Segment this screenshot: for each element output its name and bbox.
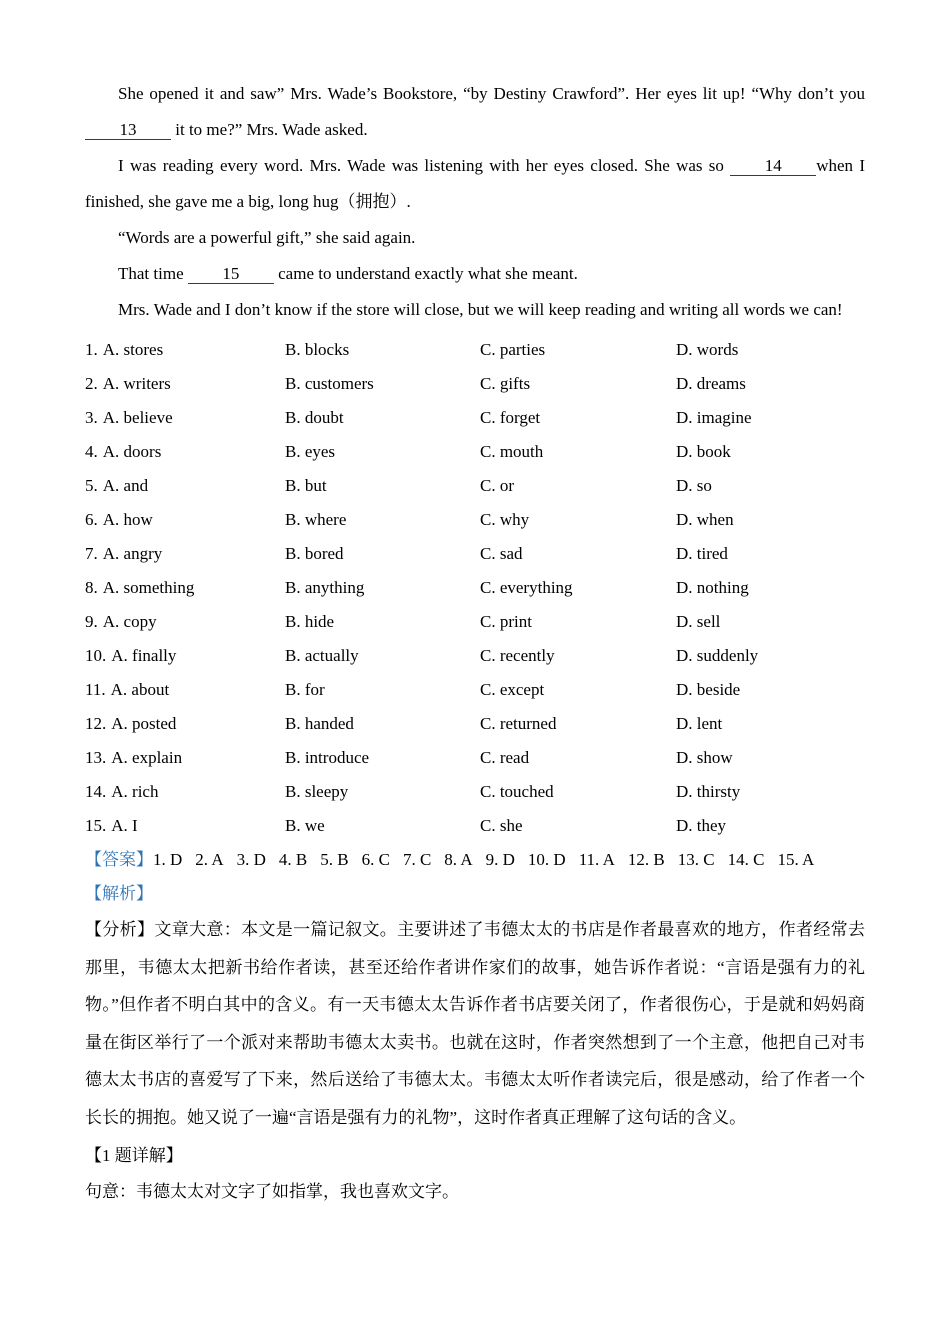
option-b: B. actually	[285, 646, 359, 665]
passage-paragraph-3	[85, 220, 865, 256]
option-d: D. beside	[676, 680, 741, 699]
option-d: D. lent	[676, 714, 723, 733]
option-d: D. thirsty	[676, 782, 741, 801]
question-number: 3.	[85, 408, 98, 427]
question-number: 5.	[85, 476, 98, 495]
paragraph-text: it to me?” Mrs. Wade asked.	[171, 120, 368, 139]
option-a	[85, 503, 285, 537]
answer-item: 4. B	[278, 850, 308, 869]
paragraph-text: “Words are a powerful gift,” she said again.	[118, 228, 416, 247]
option-a-label: A. writers	[102, 374, 171, 393]
cloze-blank-15: 15	[188, 264, 274, 284]
option-b: B. hide	[285, 612, 335, 631]
question-row-4	[85, 435, 865, 469]
option-b: B. bored	[285, 544, 344, 563]
option-a-label: A. how	[102, 510, 153, 529]
answer-item: 15. A	[777, 850, 815, 869]
cloze-blank-14: 14	[730, 156, 816, 176]
option-a	[85, 571, 285, 605]
paragraph-text: Mrs. Wade and I don’t know if the store will close, but we will keep reading and writing all words we can!	[118, 300, 843, 319]
option-a	[85, 435, 285, 469]
option-b: B. anything	[285, 578, 365, 597]
answer-item: 13. C	[677, 850, 715, 869]
option-c: C. she	[480, 816, 523, 835]
option-a-label: A. angry	[102, 544, 163, 563]
question-number: 10.	[85, 646, 107, 665]
option-c: C. print	[480, 612, 532, 631]
option-d: D. so	[676, 476, 712, 495]
answer-item: 5. B	[320, 850, 349, 869]
option-a	[85, 809, 285, 843]
option-b: B. where	[285, 510, 347, 529]
answer-item: 8. A	[444, 850, 473, 869]
answer-item: 2. A	[195, 850, 224, 869]
question-row-9	[85, 605, 865, 639]
option-d: D. sell	[676, 612, 721, 631]
option-b: B. sleepy	[285, 782, 349, 801]
question-row-7	[85, 537, 865, 571]
passage-paragraph-2	[85, 148, 865, 220]
answer-item: 6. C	[361, 850, 390, 869]
option-d: D. they	[676, 816, 727, 835]
answer-item: 11. A	[578, 850, 615, 869]
question-row-6	[85, 503, 865, 537]
question-number: 14.	[85, 782, 107, 801]
question-number: 11.	[85, 680, 106, 699]
option-a	[85, 605, 285, 639]
answer-item: 7. C	[402, 850, 432, 869]
option-c: C. gifts	[480, 374, 531, 393]
passage-paragraph-1	[85, 76, 865, 148]
question-row-5	[85, 469, 865, 503]
option-b: B. introduce	[285, 748, 370, 767]
option-b: B. eyes	[285, 442, 336, 461]
question-row-2	[85, 367, 865, 401]
question-number: 15.	[85, 816, 107, 835]
option-c: C. read	[480, 748, 530, 767]
option-b: B. we	[285, 816, 325, 835]
option-b: B. doubt	[285, 408, 344, 427]
option-c: C. or	[480, 476, 514, 495]
option-a	[85, 639, 285, 673]
paragraph-text: came to understand exactly what she meant.	[273, 264, 578, 283]
question-number: 6.	[85, 510, 98, 529]
option-c: C. touched	[480, 782, 554, 801]
option-a	[85, 775, 285, 809]
option-a-label: A. explain	[111, 748, 183, 767]
option-a	[85, 401, 285, 435]
option-a-label: A. posted	[111, 714, 177, 733]
paragraph-text: I was reading every word. Mrs. Wade was listening with her eyes closed. She was so	[118, 156, 731, 175]
paragraph-text: She opened it and saw” Mrs. Wade’s Bookstore, “by Destiny Crawford”. Her eyes lit up! “Why don’t you	[118, 84, 865, 103]
option-a-label: A. I	[111, 816, 138, 835]
answer-item: 10. D	[527, 850, 566, 869]
option-d: D. book	[676, 442, 731, 461]
option-a-label: A. copy	[102, 612, 157, 631]
paragraph-text: That time	[118, 264, 188, 283]
option-a-label: A. and	[102, 476, 149, 495]
answer-item: 14. C	[727, 850, 765, 869]
option-a-label: A. about	[110, 680, 170, 699]
option-d: D. show	[676, 748, 733, 767]
passage-paragraph-5	[85, 292, 865, 328]
question-row-8	[85, 571, 865, 605]
answer-item: 1. D	[153, 850, 183, 869]
option-a	[85, 741, 285, 775]
option-b: B. customers	[285, 374, 374, 393]
option-c: C. returned	[480, 714, 557, 733]
question-number: 9.	[85, 612, 98, 631]
question-row-10	[85, 639, 865, 673]
option-d: D. tired	[676, 544, 728, 563]
answer-item: 12. B	[627, 850, 665, 869]
option-b: B. for	[285, 680, 325, 699]
answer-item: 9. D	[485, 850, 515, 869]
option-a-label: A. rich	[111, 782, 159, 801]
explanation-label: 【解析】	[85, 884, 153, 903]
option-d: D. imagine	[676, 408, 752, 427]
option-a	[85, 469, 285, 503]
question-number: 2.	[85, 374, 98, 393]
question-row-14	[85, 775, 865, 809]
option-b: B. handed	[285, 714, 354, 733]
question-number: 12.	[85, 714, 107, 733]
answer-key-row	[85, 843, 865, 877]
question-number: 1.	[85, 340, 98, 359]
option-c: C. forget	[480, 408, 541, 427]
question1-detail-text: 句意：韦德太太对文字了如指掌，我也喜欢文字。	[85, 1182, 459, 1201]
question-row-15	[85, 809, 865, 843]
cloze-blank-13: 13	[85, 120, 171, 140]
option-d: D. nothing	[676, 578, 749, 597]
paragraph-text: when I finished, she gave me a big, long hug（拥抱）.	[85, 156, 865, 211]
option-a-label: A. stores	[102, 340, 164, 359]
option-a-label: A. something	[102, 578, 195, 597]
option-a	[85, 333, 285, 367]
question-row-13	[85, 741, 865, 775]
option-a	[85, 707, 285, 741]
analysis-summary-text: 文章大意：本文是一篇记叙文。主要讲述了韦德太太的书店是作者最喜欢的地方，作者经常去那里，韦德太太把新书给作者读，甚至还给作者讲作家们的故事，她告诉作者说：“言语是强有力的礼物。”但作者不明白其中的含义。有一天韦德太太告诉作者书店要关闭了，作者很伤心，于是就和妈妈商量在街区举行了一个派对来帮助韦德太太卖书。也就在这时，作者突然想到了一个主意，他把自己对韦德太太书店的喜爱写了下来，然后送给了韦德太太。韦德太太听作者读完后，很是感动，给了作者一个长长的拥抱。她又说了一遍“言语是强有力的礼物”，这时作者真正理解了这句话的含义。	[85, 920, 866, 1127]
option-a	[85, 673, 285, 707]
question-number: 8.	[85, 578, 98, 597]
option-d: D. suddenly	[676, 646, 759, 665]
question-number: 13.	[85, 748, 107, 767]
question-row-12	[85, 707, 865, 741]
option-a-label: A. finally	[111, 646, 177, 665]
option-d: D. dreams	[676, 374, 746, 393]
option-a-label: A. doors	[102, 442, 162, 461]
option-d: D. words	[676, 340, 739, 359]
option-c: C. mouth	[480, 442, 544, 461]
question-row-3	[85, 401, 865, 435]
option-c: C. recently	[480, 646, 555, 665]
question-row-11	[85, 673, 865, 707]
option-d: D. when	[676, 510, 734, 529]
passage-paragraph-4	[85, 256, 865, 292]
option-a-label: A. believe	[102, 408, 173, 427]
analysis-paragraph	[85, 911, 865, 1136]
option-a	[85, 367, 285, 401]
option-c: C. everything	[480, 578, 573, 597]
option-c: C. except	[480, 680, 545, 699]
option-c: C. sad	[480, 544, 523, 563]
explanation-heading	[85, 877, 865, 911]
option-c: C. why	[480, 510, 530, 529]
answer-item: 3. D	[236, 850, 266, 869]
option-b: B. blocks	[285, 340, 350, 359]
analysis-label: 【分析】	[85, 920, 155, 939]
option-c: C. parties	[480, 340, 546, 359]
option-a	[85, 537, 285, 571]
question-number: 7.	[85, 544, 98, 563]
option-b: B. but	[285, 476, 327, 495]
answer-key-label: 【答案】	[85, 850, 153, 869]
question-row-1	[85, 333, 865, 367]
question1-detail-heading: 【1 题详解】	[85, 1146, 183, 1165]
options-table	[85, 333, 865, 843]
question-number: 4.	[85, 442, 98, 461]
